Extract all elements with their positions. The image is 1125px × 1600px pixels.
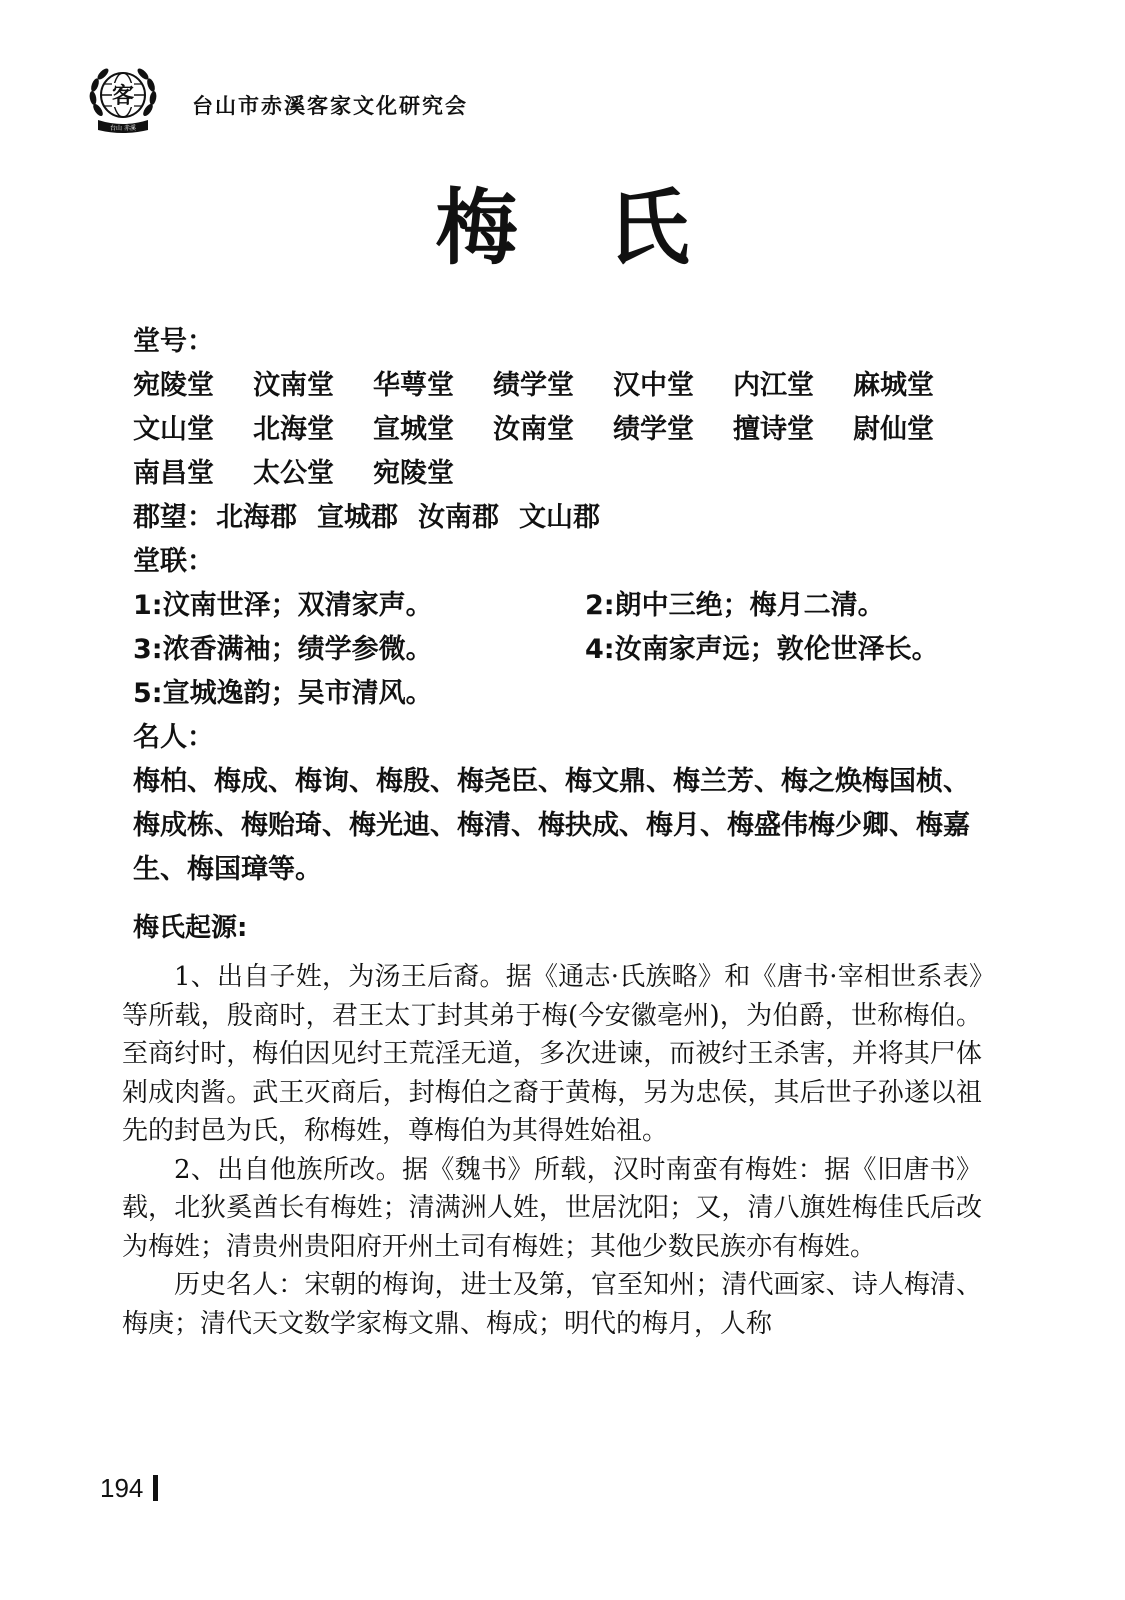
couplet-item: 4:汝南家声远；敦伦世泽长。 (585, 634, 939, 665)
hall-names-section (133, 320, 993, 892)
hall-name: 尉仙堂 (853, 414, 934, 445)
couplet-row (133, 672, 993, 716)
page-footer (100, 1470, 158, 1506)
couplets-list (133, 584, 993, 716)
celebrities-label: 名人： (133, 722, 214, 753)
couplet-row (133, 584, 993, 628)
page-header (84, 58, 684, 138)
commandery-name: 文山郡 (519, 502, 600, 533)
hall-name: 汝南堂 (493, 414, 574, 445)
origin-heading: 梅氏起源: (133, 913, 248, 943)
hall-name: 汉中堂 (613, 370, 694, 401)
hall-name: 南昌堂 (133, 458, 214, 489)
title-char-surname: 梅 (435, 180, 518, 276)
hall-name: 文山堂 (133, 414, 214, 445)
commandery-name: 宣城郡 (317, 502, 398, 533)
hall-name: 麻城堂 (853, 370, 934, 401)
logo-banner-text: 台山 赤溪 (110, 125, 136, 132)
commandery-label: 郡望： (133, 502, 214, 533)
couplet-row (133, 628, 993, 672)
hall-row (133, 452, 993, 496)
hall-names-label: 堂号： (133, 326, 214, 357)
commandery-name: 汝南郡 (418, 502, 499, 533)
hall-name: 北海堂 (253, 414, 334, 445)
hall-name: 绩学堂 (613, 414, 694, 445)
hall-name: 宣城堂 (373, 414, 454, 445)
couplet-item: 3:浓香满袖；绩学参微。 (133, 634, 433, 665)
page-title (0, 180, 1125, 276)
hall-name: 宛陵堂 (133, 370, 214, 401)
commandery-row (133, 496, 993, 540)
hall-name: 内江堂 (733, 370, 814, 401)
origin-paragraph: 历史名人：宋朝的梅询，进士及第，官至知州；清代画家、诗人梅清、梅庚；清代天文数学家梅文鼎、梅成；明代的梅月，人称 (122, 1270, 982, 1339)
hall-name: 擅诗堂 (733, 414, 814, 445)
couplets-label: 堂联： (133, 546, 214, 577)
organization-name: 台山市赤溪客家文化研究会 (192, 93, 468, 118)
origin-paragraph: 2、出自他族所改。据《魏书》所载，汉时南蛮有梅姓：据《旧唐书》载，北狄奚酋长有梅姓；清满洲人姓，世居沈阳；又，清八旗姓梅佳氏后改为梅姓；清贵州贵阳府开州土司有梅姓；其他少数民族亦有梅姓。 (122, 1154, 982, 1262)
hall-row (133, 364, 993, 408)
origin-paragraph: 1、出自子姓，为汤王后裔。据《通志·氏族略》和《唐书·宰相世系表》等所载，殷商时，君王太丁封其弟于梅(今安徽亳州)，为伯爵，世称梅伯。至商纣时，梅伯因见纣王荒淫无道，多次进谏，而被纣王杀害，并将其尸体剁成肉酱。武王灭商后，封梅伯之裔于黄梅，另为忠侯，其后世子孙遂以祖先的封邑为氏，称梅姓，尊梅伯为其得姓始祖。 (122, 962, 982, 1146)
couplet-item: 5:宣城逸韵；吴市清风。 (133, 678, 433, 709)
page-number: 194 (100, 1473, 144, 1503)
couplet-item: 1:汶南世泽；双清家声。 (133, 590, 433, 621)
couplet-item: 2:朗中三绝；梅月二清。 (585, 590, 885, 621)
hall-row (133, 408, 993, 452)
commandery-name: 北海郡 (216, 502, 297, 533)
hall-name: 太公堂 (253, 458, 334, 489)
logo-center-glyph: 客 (111, 83, 135, 109)
celebrities-list: 梅柏、梅成、梅询、梅殷、梅尧臣、梅文鼎、梅兰芳、梅之焕梅国桢、梅成栋、梅贻琦、梅光迪、梅清、梅抉成、梅月、梅盛伟梅少卿、梅嘉生、梅国璋等。 (133, 766, 970, 885)
hall-name: 绩学堂 (493, 370, 574, 401)
title-char-clan: 氏 (607, 180, 690, 276)
hall-name: 华萼堂 (373, 370, 454, 401)
laurel-emblem-icon (84, 58, 162, 136)
page-number-bar (153, 1475, 158, 1501)
hall-name: 汶南堂 (253, 370, 334, 401)
origin-body (122, 958, 982, 1343)
hall-name: 宛陵堂 (373, 458, 454, 489)
hall-names-list (133, 364, 993, 496)
